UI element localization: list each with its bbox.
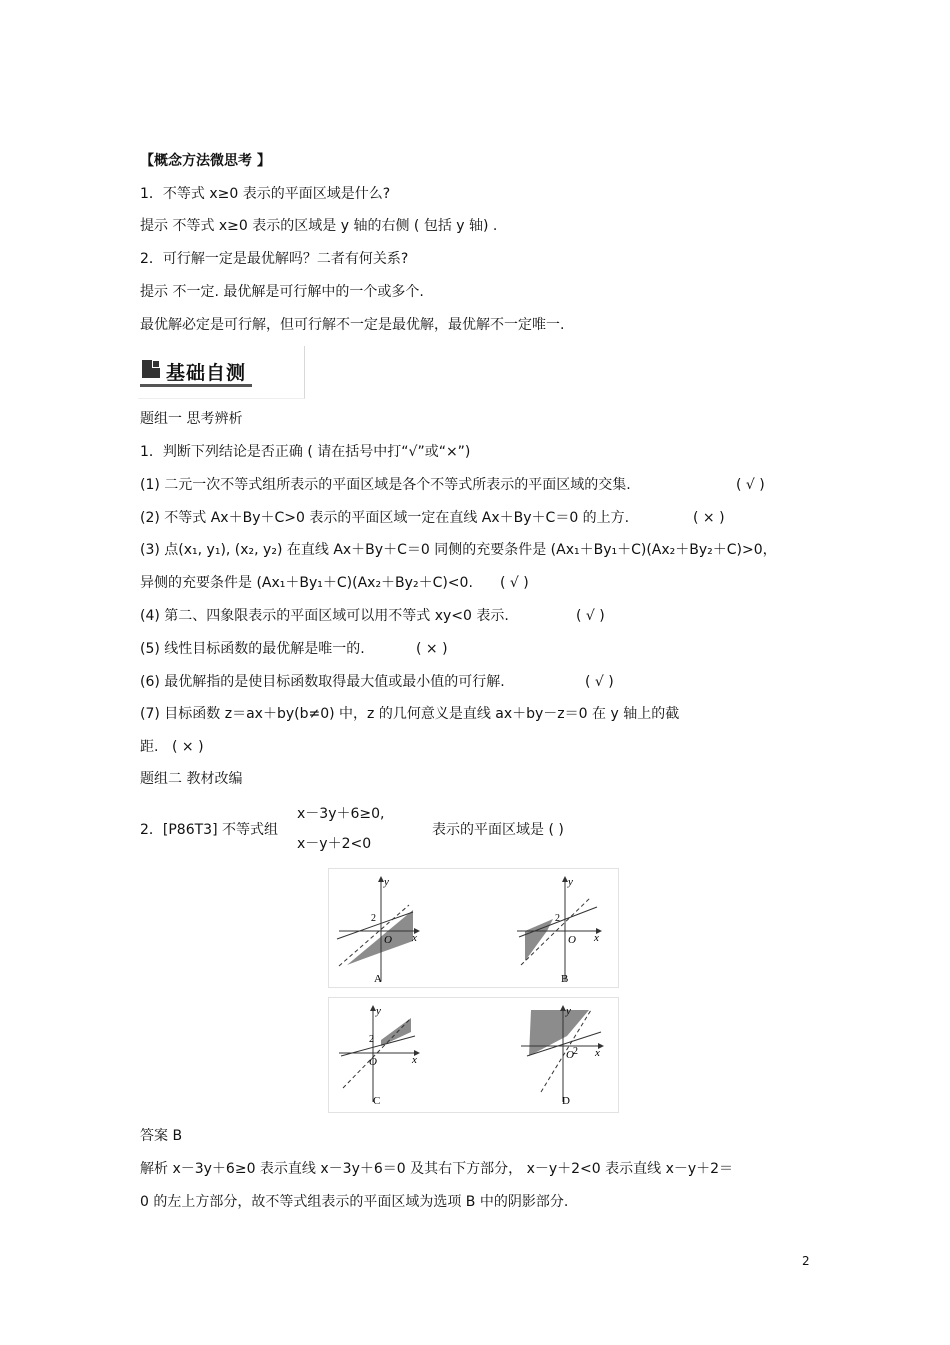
inequality-line-1: x－3y＋6≥0, (297, 806, 385, 822)
judge-mark-6: ( √ ) (585, 674, 614, 690)
square-icon (142, 360, 160, 378)
analysis-line-2: 0 的左上方部分，故不等式组表示的平面区域为选项 B 中的阴影部分. (140, 1194, 569, 1210)
inequality-line-2: x－y＋2<0 (297, 836, 372, 852)
group1-question: 1．判断下列结论是否正确 ( 请在括号中打“√”或“×”) (140, 444, 471, 460)
graph-option-a (337, 876, 419, 985)
judge-mark-4: ( √ ) (576, 608, 605, 624)
concept-hint-1: 提示 不等式 x≥0 表示的区域是 y 轴的右侧 ( 包括 y 轴) . (140, 218, 498, 234)
tick-label-c: 2 (369, 1034, 374, 1045)
judge-mark-1: ( √ ) (736, 477, 765, 493)
concept-hint-2b: 最优解必定是可行解，但可行解不一定是最优解，最优解不一定唯一. (140, 317, 565, 333)
judge-item-2: (2) 不等式 Ax＋By＋C>0 表示的平面区域一定在直线 Ax＋By＋C＝0 的上方. (140, 510, 630, 526)
judge-item-3b: 异侧的充要条件是 (Ax₁＋By₁＋C)(Ax₂＋By₂＋C)<0. (140, 575, 473, 591)
judge-mark-5: ( × ) (416, 641, 448, 657)
judge-item-1: (1) 二元一次不等式组所表示的平面区域是各个不等式所表示的平面区域的交集. (140, 477, 631, 493)
judge-item-7: (7) 目标函数 z＝ax＋by(b≠0) 中，z 的几何意义是直线 ax＋by－z＝0 在 y 轴上的截 (140, 706, 680, 722)
judge-mark-3: ( √ ) (500, 575, 529, 591)
tick-label-b: 2 (555, 913, 560, 924)
banner-title: 基础自测 (166, 362, 247, 384)
judge-item-4: (4) 第二、四象限表示的平面区域可以用不等式 xy<0 表示. (140, 608, 509, 624)
origin-label-d: O (566, 1049, 574, 1061)
judge-item-6: (6) 最优解指的是使目标函数取得最大值或最小值的可行解. (140, 674, 505, 690)
axis-x-label-c: x (412, 1054, 417, 1066)
judge-item-3: (3) 点(x₁, y₁), (x₂, y₂) 在直线 Ax＋By＋C＝0 同侧的充要条件是 (Ax₁＋By₁＋C)(Ax₂＋By₂＋C)>0， (140, 542, 777, 558)
axis-y-label-c: y (376, 1005, 381, 1017)
origin-label-b: O (568, 934, 576, 946)
judge-item-5: (5) 线性目标函数的最优解是唯一的. (140, 641, 365, 657)
axis-x-label-d: x (595, 1047, 600, 1059)
concept-heading: 【概念方法微思考 】 (140, 153, 271, 169)
axis-y-label-b: y (568, 876, 573, 888)
origin-label-a: O (384, 934, 392, 946)
origin-label-c: O (369, 1056, 377, 1068)
graph-option-b (517, 876, 601, 985)
banner-underline (140, 384, 252, 387)
section-banner (138, 346, 305, 399)
tick-label-d: 2 (573, 1046, 578, 1057)
graph-option-d (521, 1005, 603, 1107)
axis-x-label-a: x (412, 932, 417, 944)
axis-y-label-d: y (566, 1005, 571, 1017)
graph-option-c (339, 1005, 419, 1107)
concept-hint-2: 提示 不一定. 最优解是可行解中的一个或多个. (140, 284, 424, 300)
question-2-suffix: 表示的平面区域是 ( ) (432, 822, 564, 838)
judge-mark-7: ( × ) (172, 739, 204, 755)
analysis-line-1: 解析 x－3y＋6≥0 表示直线 x－3y＋6＝0 及其右下方部分， x－y＋2<0 表示直线 x－y＋2＝ (140, 1161, 734, 1177)
answer-label: 答案 B (140, 1128, 183, 1144)
option-label-a: A (374, 973, 382, 985)
judge-mark-2: ( × ) (693, 510, 725, 526)
tick-label-a: 2 (371, 913, 376, 924)
judge-item-7b: 距. (140, 739, 159, 755)
figure-options-ab (328, 868, 619, 988)
figure-options-cd (328, 997, 619, 1113)
option-label-d: D (562, 1095, 570, 1107)
axis-x-label-b: x (594, 932, 599, 944)
concept-question-1: 1．不等式 x≥0 表示的平面区域是什么? (140, 186, 391, 202)
option-label-c: C (373, 1095, 381, 1107)
group1-title: 题组一 思考辨析 (140, 411, 243, 427)
concept-question-2: 2．可行解一定是最优解吗？二者有何关系? (140, 251, 409, 267)
page-number: 2 (802, 1254, 810, 1268)
question-2-prefix: 2．[P86T3] 不等式组 (140, 822, 278, 838)
option-label-b: B (561, 973, 569, 985)
axis-y-label-a: y (384, 876, 389, 888)
group2-title: 题组二 教材改编 (140, 771, 243, 787)
